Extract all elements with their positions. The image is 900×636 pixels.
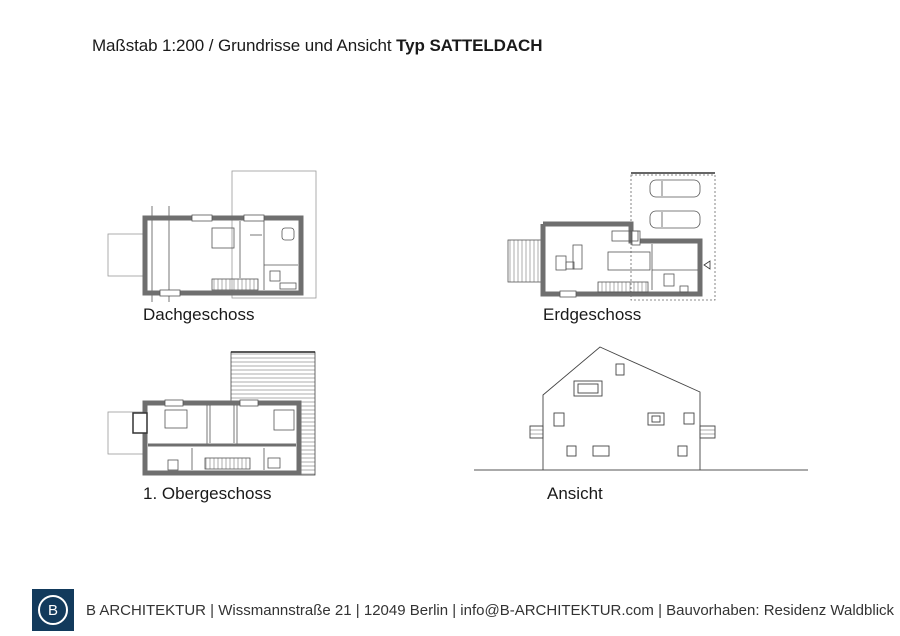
elevation-ansicht: [474, 347, 808, 470]
label-erdgeschoss: Erdgeschoss: [543, 305, 642, 324]
label-obergeschoss: 1. Obergeschoss: [143, 484, 272, 503]
label-dachgeschoss: Dachgeschoss: [143, 305, 255, 324]
title-regular: Maßstab 1:200 / Grundrisse und Ansicht: [92, 36, 397, 55]
footer: [32, 588, 894, 632]
company-logo: [32, 589, 74, 631]
label-ansicht: Ansicht: [547, 484, 603, 503]
floorplan-erdgeschoss: [508, 173, 715, 300]
floorplan-dachgeschoss: [108, 171, 316, 302]
title-bold: Typ SATTELDACH: [396, 36, 543, 55]
logo-letter: B: [38, 595, 68, 625]
floorplan-obergeschoss: [108, 352, 315, 475]
footer-contact-text: B ARCHITEKTUR | Wissmannstraße 21 | 12049 Berlin | info@B-ARCHITEKTUR.com | Bauvorhaben: Residenz Waldblick: [86, 601, 895, 619]
